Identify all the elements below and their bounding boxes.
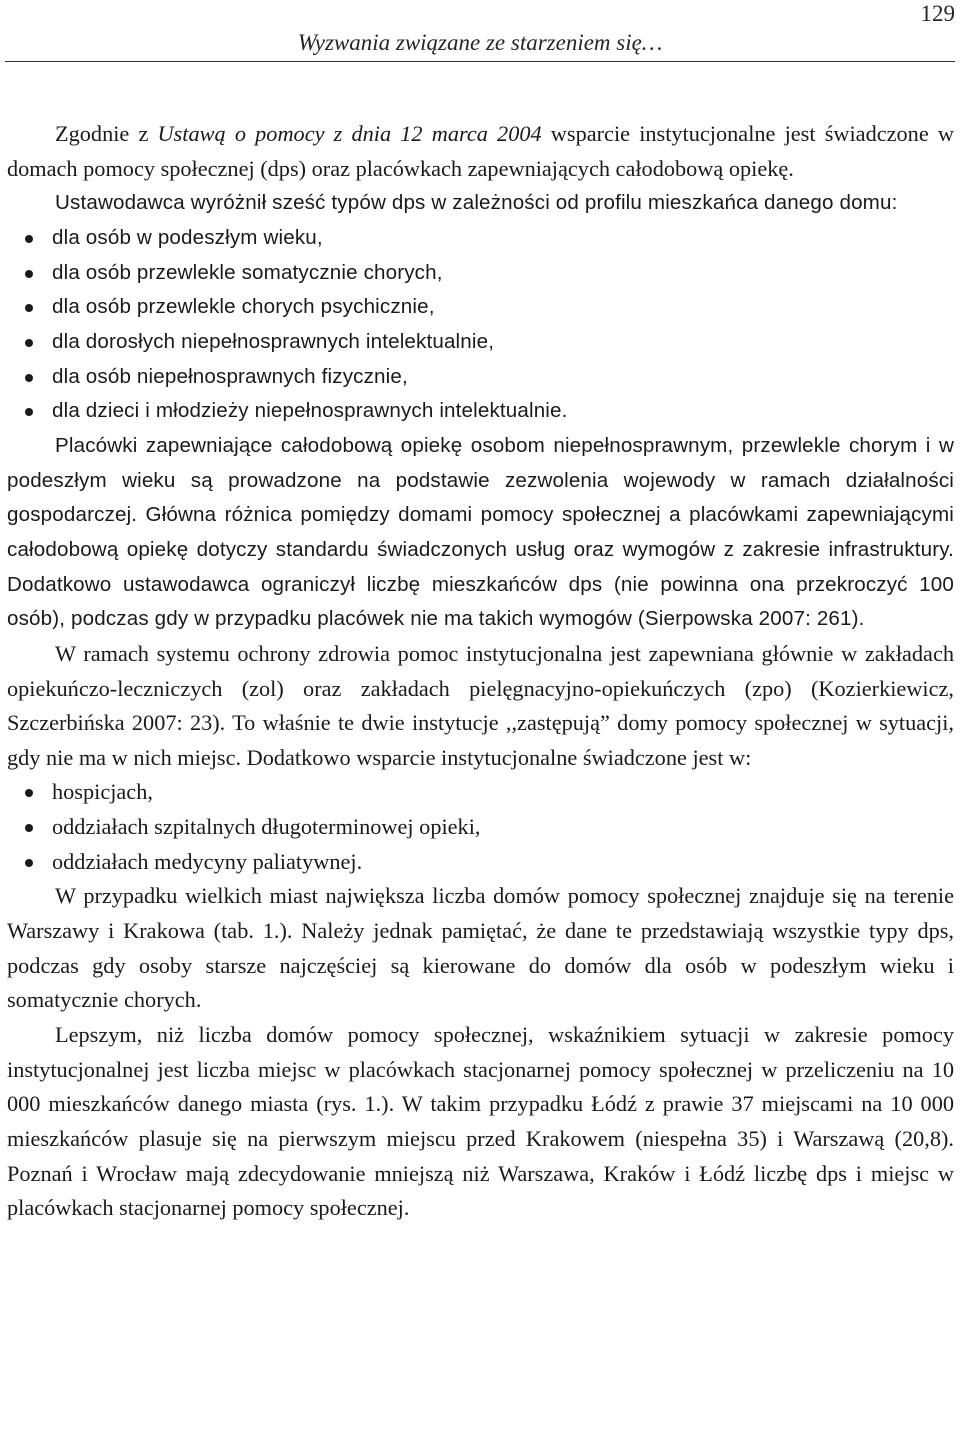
list-item: oddziałach medycyny paliatywnej. <box>7 845 954 880</box>
paragraph-cities: W przypadku wielkich miast największa liczba domów pomocy społecznej znajduje się na terenie Warszawy i Krakowa (tab. 1.). Należy jednak pamiętać, że dane te przedstawiają wszystkie typy dps, podczas gdy osoby starsze najczęściej są kierowane do domów dla osób w podeszłym wieku i somatycznie chorych. <box>7 883 954 1013</box>
list-item: dla osób niepełnosprawnych fizycznie, <box>7 360 954 395</box>
institutions-list <box>7 775 954 879</box>
page-number: 129 <box>920 1 955 26</box>
page-header <box>5 0 955 62</box>
list-item: dla osób przewlekle chorych psychicznie, <box>7 290 954 325</box>
paragraph-dps-types-intro: Ustawodawca wyróżnił sześć typów dps w zależności od profilu mieszkańca danego domu: <box>55 191 898 215</box>
paragraph-act-text-b: wsparcie instytucjonalne jest świadczone w domach pomocy społecznej (dps) oraz placówkach zapewniających całodobową opiekę. <box>7 121 954 181</box>
list-item: dla dzieci i młodzieży niepełnosprawnych intelektualnie. <box>7 394 954 429</box>
header-rule <box>5 61 955 62</box>
list-item: hospicjach, <box>7 775 954 810</box>
paragraph-places-indicator: Lepszym, niż liczba domów pomocy społecznej, wskaźnikiem sytuacji w zakresie pomocy instytucjonalnej jest liczba miejsc w placówkach stacjonarnej pomocy społecznej w przeliczeniu na 10 000 mieszkańców danego miasta (rys. 1.). W takim przypadku Łódź z prawie 37 miejscami na 10 000 mieszkańców plasuje się na pierwszym miejscu przed Krakowem (niespełna 35) i Warszawą (20,8). Poznań i Wrocław mają zdecydowanie mniejszą niż Warszawa, Kraków i Łódź liczbę dps i miejsc w placówkach stacjonarnej pomocy społecznej. <box>7 1022 954 1221</box>
paragraph-act <box>7 117 954 186</box>
paragraph-placowki: Placówki zapewniające całodobową opiekę osobom niepełnosprawnym, przewlekle chorym i w podeszłym wieku są prowadzone na podstawie zezwolenia wojewody w ramach działalności gospodarczej. Główna różnica pomiędzy domami pomocy społecznej a placówkami zapewniającymi całodobową opiekę dotyczy standardu świadczonych usług oraz wymogów z zakresie infrastruktury. Dodatkowo ustawodawca ograniczył liczbę mieszkańców dps (nie powinna ona przekroczyć 100 osób), podczas gdy w przypadku placówek nie ma takich wymogów (Sierpowska 2007: 261). <box>7 433 954 631</box>
running-title: Wyzwania związane ze starzeniem się… <box>297 30 663 55</box>
act-title: Ustawą o pomocy z dnia 12 marca 2004 <box>157 121 542 146</box>
list-item: dla osób przewlekle somatycznie chorych, <box>7 256 954 291</box>
paragraph-health-system: W ramach systemu ochrony zdrowia pomoc instytucjonalna jest zapewniana głównie w zakładach opiekuńczo-leczniczych (zol) oraz zakładach pielęgnacyjno-opiekuńczych (zpo) (Kozierkiewicz, Szczerbińska 2007: 23). To właśnie te dwie instytucje ,,zastępują” domy pomocy społecznej w sytuacji, gdy nie ma w nich miejsc. Dodatkowo wsparcie instytucjonalne świadczone jest w: <box>7 640 954 770</box>
list-item: dla osób w podeszłym wieku, <box>7 221 954 256</box>
paragraph-act-text-a: Zgodnie z <box>55 121 158 146</box>
list-item: dla dorosłych niepełnosprawnych intelektualnie, <box>7 325 954 360</box>
list-item: oddziałach szpitalnych długoterminowej opieki, <box>7 810 954 845</box>
page-body <box>7 117 954 1226</box>
dps-types-list <box>7 221 954 429</box>
